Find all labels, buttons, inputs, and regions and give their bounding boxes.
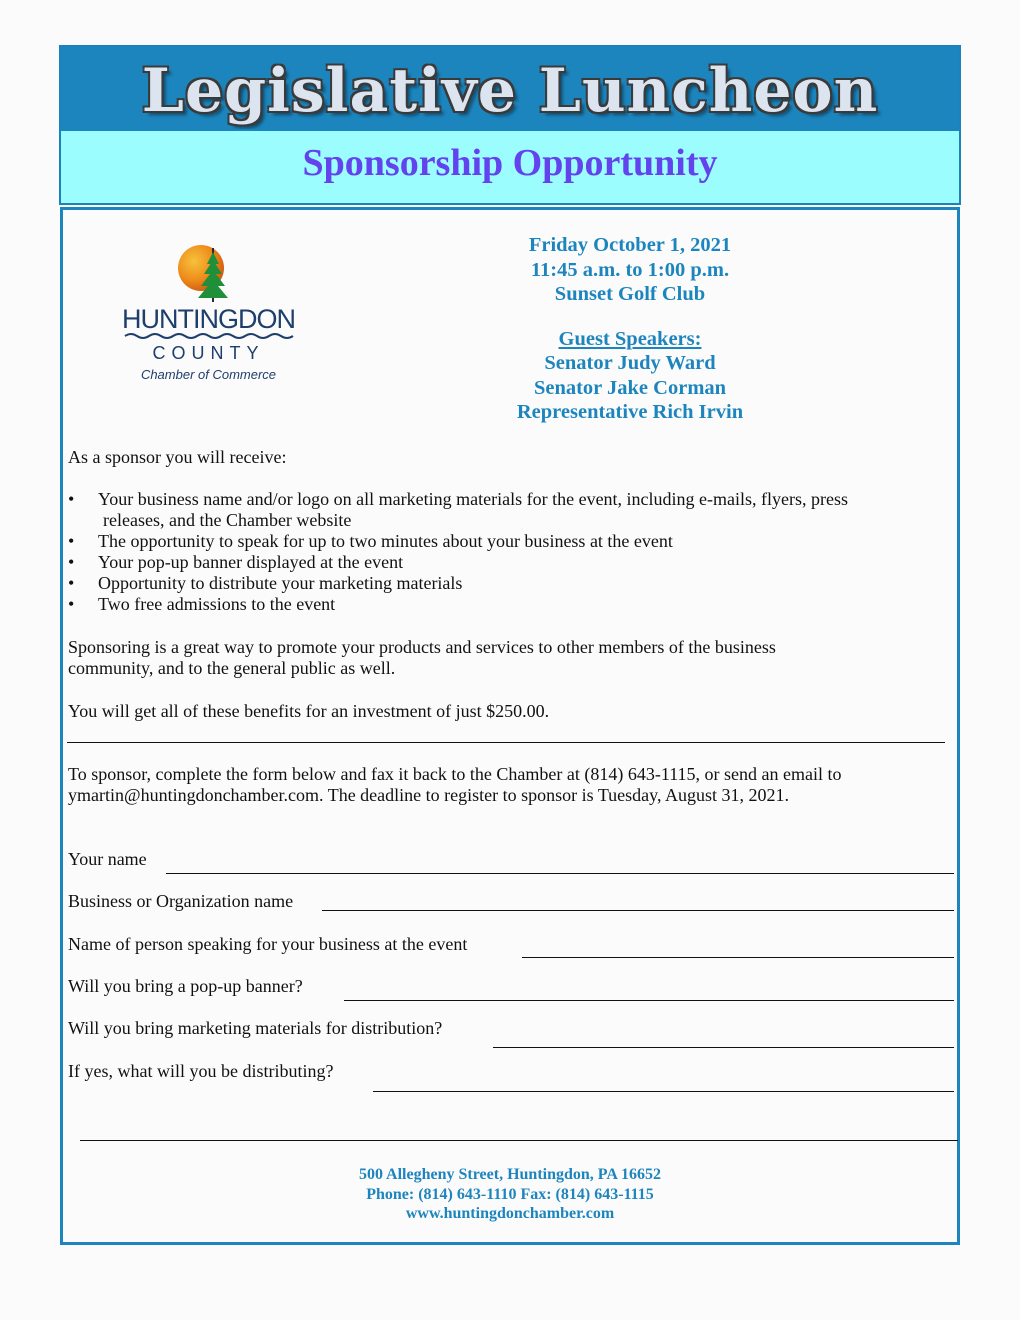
benefits-list	[68, 489, 948, 615]
event-venue: Sunset Golf Club	[554, 283, 706, 305]
promo-paragraph	[68, 637, 776, 679]
divider	[67, 742, 945, 743]
benefits-intro: As a sponsor you will receive:	[68, 447, 287, 467]
header-banner	[59, 45, 961, 205]
page-title: Legislative Luncheon	[141, 56, 879, 126]
list-item: • Your pop-up banner displayed at the event	[68, 552, 948, 573]
header-title-band	[61, 47, 959, 129]
footer-phone-fax: Phone: (814) 643-1110 Fax: (814) 643-1115	[366, 1185, 654, 1203]
speakers-heading: Guest Speakers:	[558, 327, 702, 350]
list-item	[68, 489, 948, 531]
header-subtitle-band	[61, 129, 959, 203]
popup-banner-field[interactable]	[344, 1000, 954, 1001]
speaker-name-field[interactable]	[522, 957, 954, 958]
logo-text-chamber: Chamber of Commerce	[140, 367, 277, 382]
logo-text-county: COUNTY	[152, 343, 265, 363]
speaker-item: Representative Rich Irvin	[516, 401, 744, 423]
business-name-label: Business or Organization name	[68, 891, 294, 911]
benefit-text: Your business name and/or logo on all marketing materials for the event, including e-mails, flyers, press	[98, 489, 849, 509]
event-time: 11:45 a.m. to 1:00 p.m.	[530, 258, 730, 281]
your-name-label: Your name	[68, 849, 147, 869]
footer-divider	[80, 1140, 958, 1141]
investment-paragraph: You will get all of these benefits for an investment of just $250.00.	[68, 701, 550, 721]
speaker-item: Senator Judy Ward	[544, 352, 716, 374]
footer-address: 500 Allegheny Street, Huntingdon, PA 16652	[358, 1166, 662, 1183]
instructions-line-2: ymartin@huntingdonchamber.com. The deadline to register to sponsor is Tuesday, August 31, 2021.	[68, 785, 790, 805]
popup-banner-label: Will you bring a pop-up banner?	[68, 976, 303, 996]
benefit-text-continued: releases, and the Chamber website	[103, 510, 352, 530]
list-item: • Opportunity to distribute your marketing materials	[68, 573, 948, 594]
footer-website[interactable]: www.huntingdonchamber.com	[405, 1205, 615, 1222]
business-name-field[interactable]	[322, 910, 954, 911]
marketing-materials-label: Will you bring marketing materials for distribution?	[68, 1018, 443, 1038]
marketing-materials-field[interactable]	[493, 1047, 954, 1048]
event-details	[470, 233, 790, 425]
list-item: • The opportunity to speak for up to two minutes about your business at the event	[68, 531, 948, 552]
distributing-label: If yes, what will you be distributing?	[68, 1061, 334, 1081]
speaker-item: Senator Jake Corman	[533, 376, 727, 399]
distributing-field[interactable]	[373, 1091, 954, 1092]
event-date: Friday October 1, 2021	[528, 234, 732, 256]
list-item: • Two free admissions to the event	[68, 594, 948, 615]
promo-line-1: Sponsoring is a great way to promote your products and services to other members of the business	[68, 637, 776, 657]
page-subtitle: Sponsorship Opportunity	[302, 142, 718, 184]
logo-text-huntingdon: HUNTINGDON	[122, 304, 295, 334]
speaker-name-label: Name of person speaking for your business at the event	[68, 934, 468, 954]
instructions-line-1: To sponsor, complete the form below and fax it back to the Chamber at (814) 643-1115, or send an email to	[68, 764, 842, 784]
promo-line-2: community, and to the general public as well.	[68, 658, 396, 678]
footer-contact	[60, 1165, 960, 1224]
instructions-paragraph	[68, 764, 841, 806]
your-name-field[interactable]	[166, 873, 954, 874]
